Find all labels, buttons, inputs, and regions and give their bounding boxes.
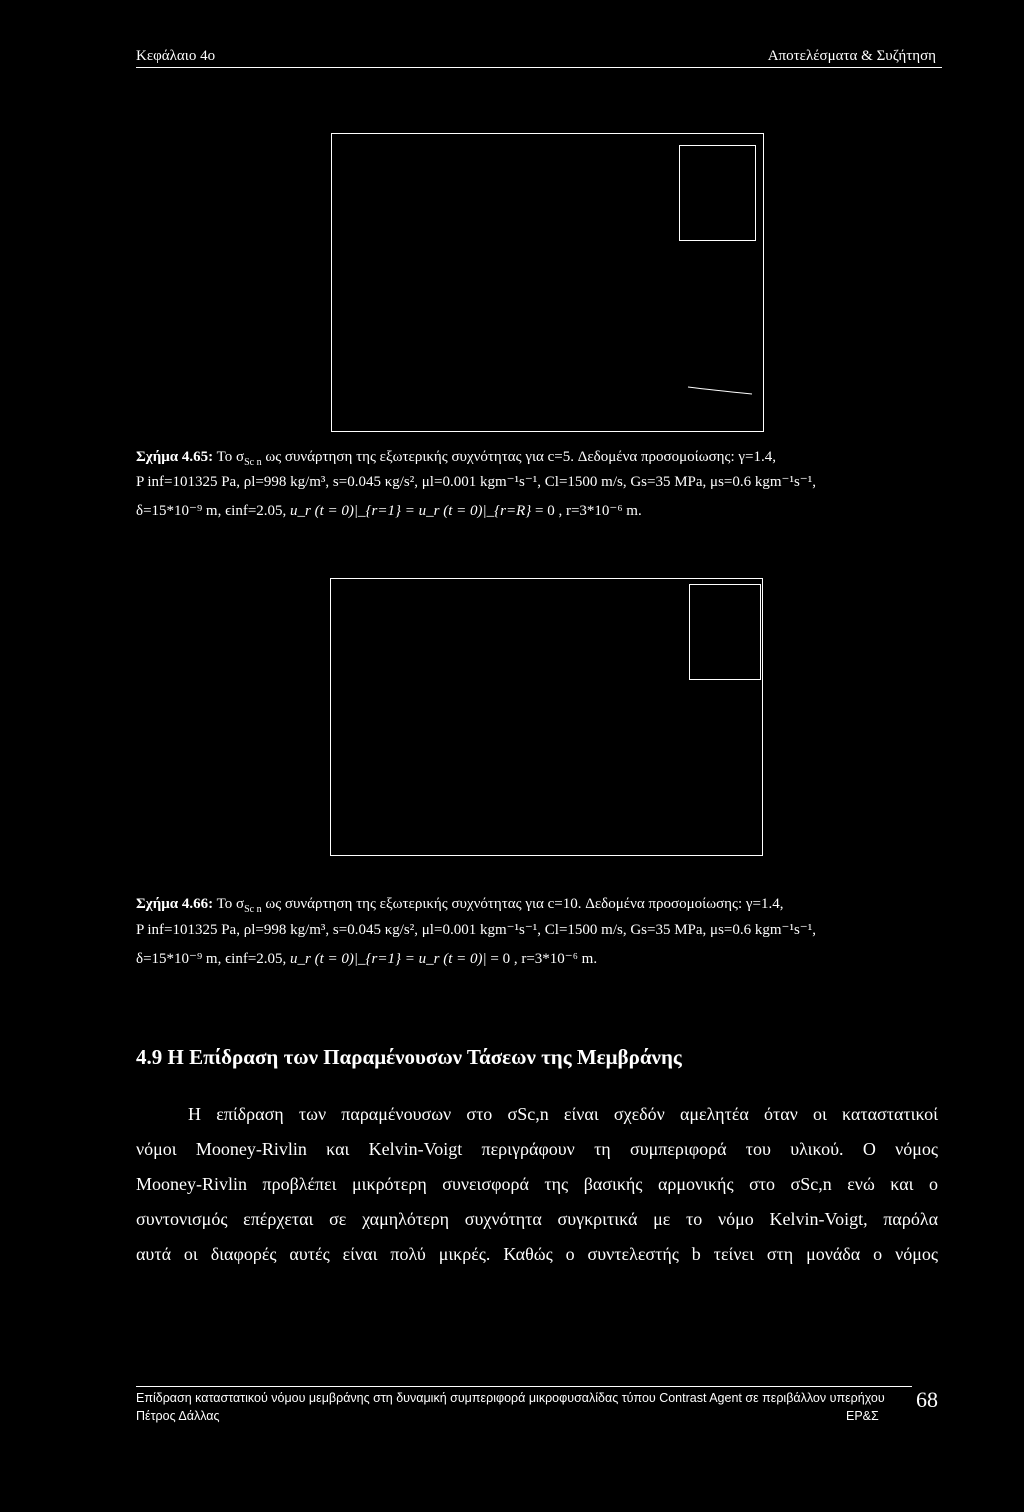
- paragraph-line: Mooney-Rivlin προβλέπει μικρότερη συνεισφορά της βασικής αρμονικής στο σSc,n ενώ και ο: [136, 1174, 938, 1194]
- paragraph-line: Η επίδραση των παραμένουσων στο σSc,n είναι σχεδόν αμελητέα όταν οι καταστατικοί: [188, 1104, 938, 1124]
- caption-params: P inf=101325 Pa, ρl=998 kg/m³, s=0.045 κg/s², μl=0.001 kgm⁻¹s⁻¹, Cl=1500 m/s, Gs=35 MPa, μs=0.6 kgm⁻¹s⁻¹,: [136, 922, 816, 938]
- page-number: 68: [916, 1387, 938, 1412]
- caption-params: P inf=101325 Pa, ρl=998 kg/m³, s=0.045 κg/s², μl=0.001 kgm⁻¹s⁻¹, Cl=1500 m/s, Gs=35 MPa, μs=0.6 kgm⁻¹s⁻¹,: [136, 474, 816, 490]
- paragraph-line: συντονισμός επέρχεται σε χαμηλότερη συχνότητα συγκριτικά με το νόμο Kelvin-Voigt, παρόλα: [136, 1209, 938, 1229]
- chapter-header: Κεφάλαιο 4ο: [136, 48, 216, 64]
- paragraph-line: αυτά οι διαφορές αυτές είναι πολύ μικρές. Καθώς ο συντελεστής b τείνει στη μονάδα ο νόμος: [136, 1244, 938, 1264]
- footer-title: Επίδραση καταστατικού νόμου μεμβράνης στη δυναμική συμπεριφορά μικροφυσαλίδας τύπου Contrast Agent σε περιβάλλον υπερήχου: [136, 1391, 885, 1405]
- caption-label: Σχήμα 4.65:: [136, 449, 214, 465]
- figure-4-66-caption: Σχήμα 4.66: Το $\sigma_{Sc n}$ ως συνάρτηση της εξωτερικής συχνότητας για c=10. Δεδομένα προσομοίωσης: γ=1.4, P inf=101325 Pa, ρl=998 kg/m³, s=0.045 κg/s², μl=0.001 kgm⁻¹s⁻¹, Cl=1500 m/s, Gs=35 MPa, μs=0.6 kgm⁻¹s⁻¹, δ=15*10⁻⁹ m, ϵinf=2.05, u_r (t = 0)|_{r=1} = u_r (t = 0)| = 0 , r=3*10⁻⁶ m.: [136, 896, 816, 967]
- footer-divider: [136, 1386, 912, 1387]
- figure-4-65-trace: [332, 134, 765, 433]
- section-header: Αποτελέσματα & Συζήτηση: [767, 48, 936, 64]
- figure-4-66-frame: [330, 578, 763, 856]
- footer-dept: ΕΡ&Σ: [846, 1409, 879, 1423]
- figure-4-65-frame: [331, 133, 764, 432]
- footer-author: Πέτρος Δάλλας: [136, 1409, 220, 1423]
- figure-4-66-inset: [689, 584, 761, 680]
- paragraph-line: νόμοι Mooney-Rivlin και Kelvin-Voigt περιγράφουν τη συμπεριφορά του υλικού. Ο νόμος: [136, 1139, 938, 1159]
- boundary-condition-formula: u_r (t = 0)|_{r=1} = u_r (t = 0)|: [290, 951, 487, 967]
- figure-4-65-caption: Σχήμα 4.65: Το $\sigma_{Sc n}$ ως συνάρτηση της εξωτερικής συχνότητας για c=5. Δεδομένα προσομοίωσης: γ=1.4, P inf=101325 Pa, ρl=998 kg/m³, s=0.045 κg/s², μl=0.001 kgm⁻¹s⁻¹, Cl=1500 m/s, Gs=35 MPa, μs=0.6 kgm⁻¹s⁻¹, δ=15*10⁻⁹ m, ϵinf=2.05, u_r (t = 0)|_{r=1} = u_r (t = 0)|_{r=R} = 0 , r=3*10⁻⁶ m.: [136, 449, 816, 519]
- caption-label: Σχήμα 4.66:: [136, 896, 214, 912]
- header-divider: [136, 67, 942, 68]
- section-title: 4.9 Η Επίδραση των Παραμένουσων Τάσεων της Μεμβράνης: [136, 1045, 682, 1069]
- boundary-condition-formula: u_r (t = 0)|_{r=1} = u_r (t = 0)|_{r=R}: [290, 503, 532, 519]
